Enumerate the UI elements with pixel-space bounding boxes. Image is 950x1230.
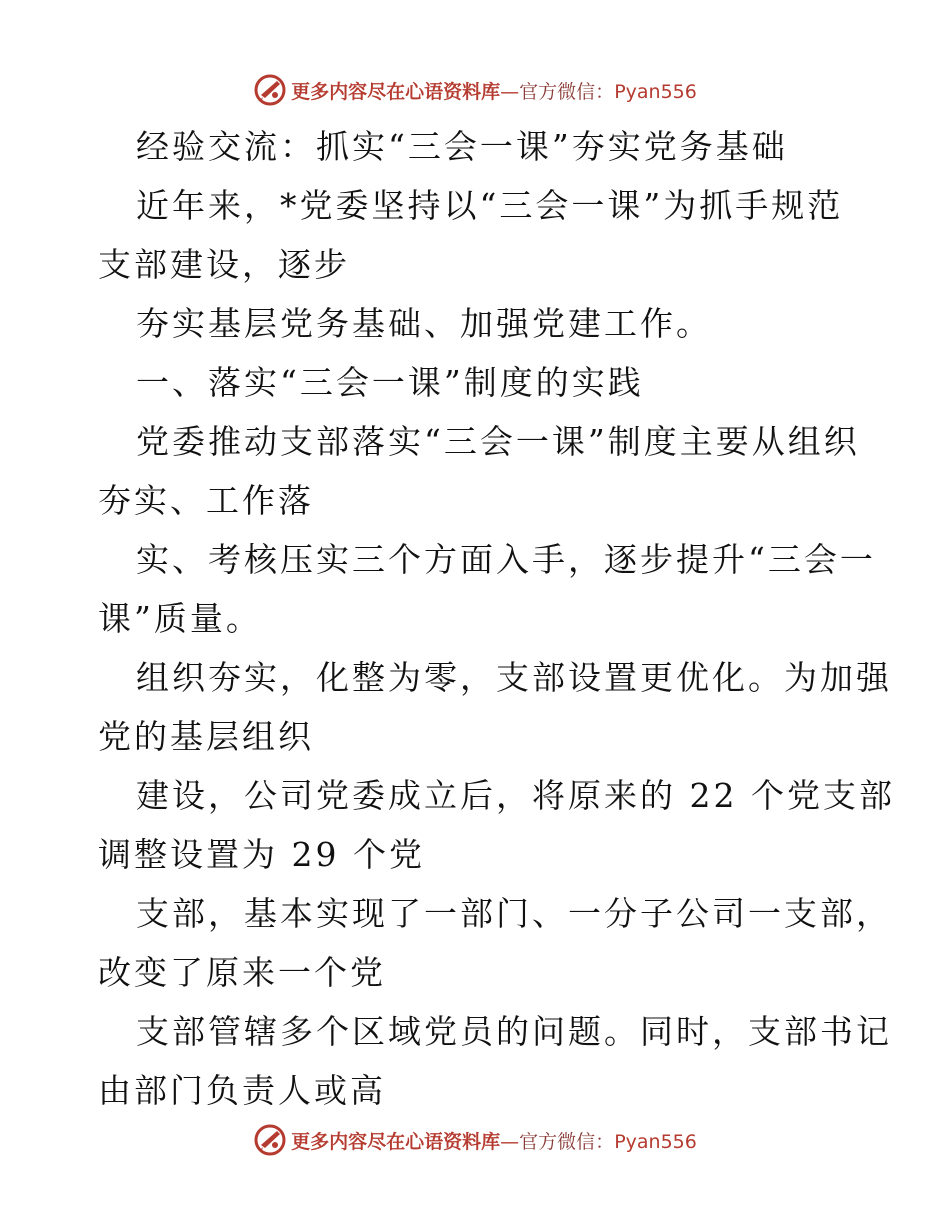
watermark-text: 更多内容尽在心语资料库—官方微信：Pyan556 <box>291 1130 697 1153</box>
paragraph-line: 夯实基层党务基础、加强党建工作。 <box>136 304 712 343</box>
watermark-footer <box>0 1120 950 1160</box>
paragraph-line: 建设，公司党委成立后，将原来的 22 个党支部 <box>136 776 895 815</box>
paragraph-line: 支部，基本实现了一部门、一分子公司一支部， <box>136 894 892 933</box>
watermark-header <box>0 70 950 110</box>
document-title: 经验交流：抓实“三会一课”夯实党务基础 <box>136 127 788 166</box>
paragraph-line: 夯实、工作落 <box>98 481 314 520</box>
watermark-text: 更多内容尽在心语资料库—官方微信：Pyan556 <box>291 80 697 103</box>
paragraph-line: 支部建设，逐步 <box>98 245 350 284</box>
logo-icon <box>253 73 287 107</box>
section-heading: 一、落实“三会一课”制度的实践 <box>136 363 644 402</box>
paragraph-line: 党的基层组织 <box>98 717 314 756</box>
logo-icon <box>253 1123 287 1157</box>
paragraph-line: 近年来，*党委坚持以“三会一课”为抓手规范 <box>136 186 844 225</box>
paragraph-line: 改变了原来一个党 <box>98 953 386 992</box>
paragraph-line: 课”质量。 <box>98 599 262 638</box>
paragraph-line: 支部管辖多个区域党员的问题。同时，支部书记 <box>136 1012 892 1051</box>
paragraph-line: 党委推动支部落实“三会一课”制度主要从组织 <box>136 422 860 461</box>
paragraph-line: 组织夯实，化整为零，支部设置更优化。为加强 <box>136 658 892 697</box>
paragraph-line: 实、考核压实三个方面入手，逐步提升“三会一 <box>136 540 876 579</box>
paragraph-line: 由部门负责人或高 <box>98 1071 386 1110</box>
paragraph-line: 调整设置为 29 个党 <box>98 835 425 874</box>
